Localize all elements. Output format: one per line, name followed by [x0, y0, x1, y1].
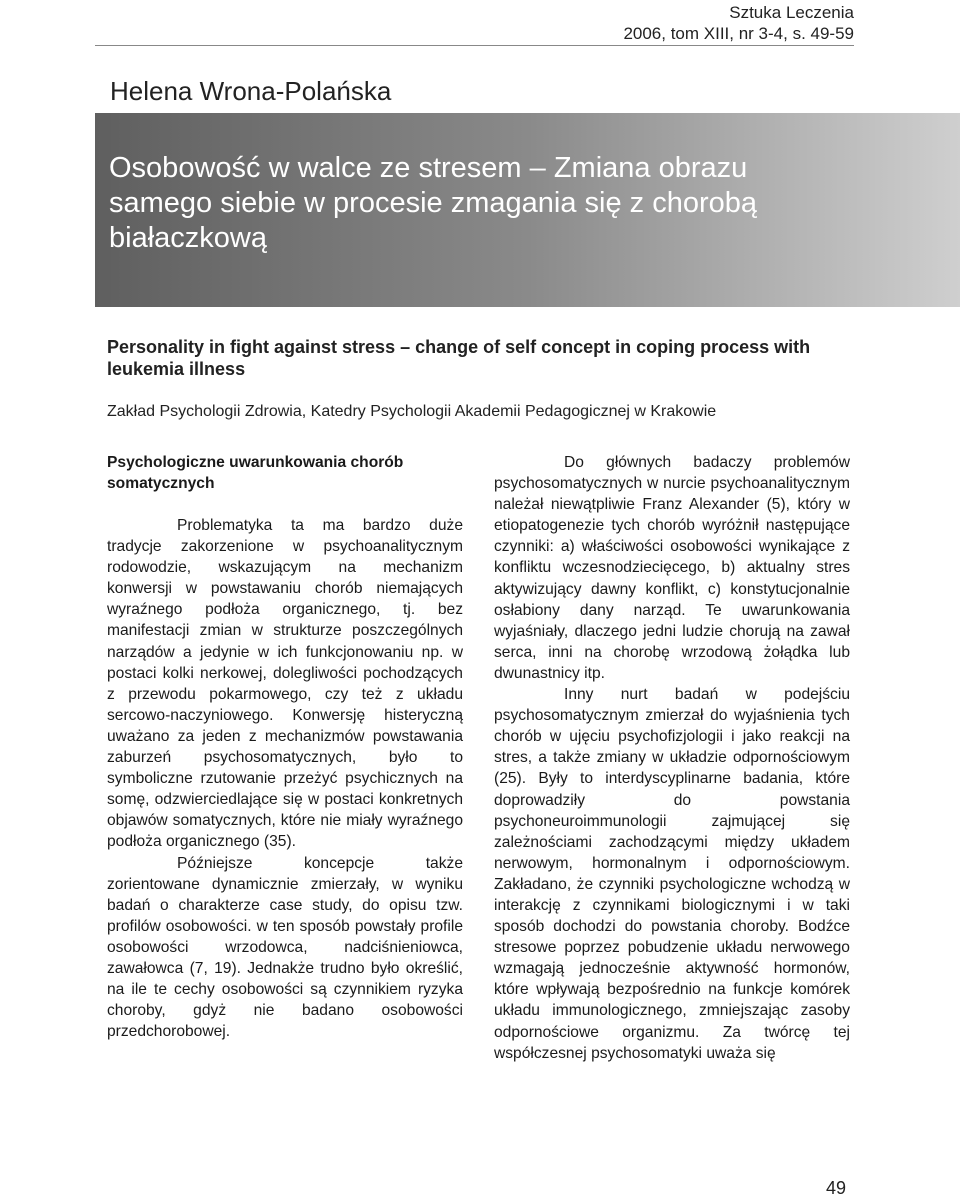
author-name: Helena Wrona-Polańska	[110, 76, 392, 106]
paragraph: Problematyka ta ma bardzo duże tradycje zakorzenione w psychoanalitycznym rodowodzie, wskazującym na mechanizm konwersji w powstawaniu chorób niemających wyraźnego podłoża organicznego, tj. bez manifestacji zmian w strukturze poszczególnych narządów a jedynie w ich funkcjonowaniu np. w postaci kolki nerkowej, dolegliwości pochodzących z przewodu pokarmowego, czy też z układu sercowo-naczyniowego. Konwersję histeryczną uważano za jeden z mechanizmów powstawania zaburzeń psychosomatycznych, było to symboliczne rzutowanie przeżyć psychicznych na somę, odzwierciedlające się w postaci konkretnych objawów somatycznych, które nie miały wyraźnego podłoża organicznego (35).	[107, 517, 463, 851]
page-number: 49	[826, 1178, 847, 1198]
paragraph: Późniejsze koncepcje także zorientowane dynamicznie zmierzały, w wyniku badań o charakterze case study, do opisu tzw. profilów osobowości. w ten sposób powstały profile osobowości wrzodowca, nadciśnieniowca, zawałowca (7, 19). Jednakże trudno było określić, na ile te cechy osobowości są czynnikiem ryzyka choroby, gdyż nie badano osobowości przedchorobowej.	[107, 854, 463, 1041]
english-title: Personality in fight against stress – change of self concept in coping process with leukemia illness	[107, 337, 811, 379]
left-column	[107, 452, 463, 1042]
title-banner	[95, 113, 960, 307]
affiliation: Zakład Psychologii Zdrowia, Katedry Psychologii Akademii Pedagogicznej w Krakowie	[107, 403, 717, 420]
paragraph: Do głównych badaczy problemów psychosomatycznych w nurcie psychoanalitycznym należał niewątpliwie Franz Alexander (5), który w etiopatogenezie tych chorób wyróżnił następujące czynniki: a) właściwości osobowości wynikające z konfliktu wczesnodziecięcego, b) aktualny stres aktywizujący dawny konflikt, c) konstytucjonalnie osłabiony dany narząd. Te uwarunkowania wyjaśniały, dlaczego jedni ludzie chorują na zawał serca, inni na chorobę wrzodową żołądka lub dwunastnicy itp.	[494, 454, 850, 682]
paragraph: Inny nurt badań w podejściu psychosomatycznym zmierzał do wyjaśnienia tych chorób w ujęciu psychofizjologii i jako reakcji na stres, a także zmiany w układzie odpornościowym (25). Były to interdyscyplinarne badania, które doprowadziły do powstania psychoneuroimmunologii zajmującej się zależnościami zachodzącymi między układem nerwowym, hormonalnym i odpornościowym. Zakładano, że czynniki psychologiczne wchodzą w interakcję z czynnikami biologicznymi i w taki sposób dochodzi do powstania choroby. Bodźce stresowe poprzez pobudzenie układu nerwowego wzmagają jednocześnie aktywność hormonów, które wpływają bezpośrednio na funkcje komórek układu immunologicznego, zmniejszając zasoby odpornościowe organizmu. Za twórcę tej współczesnej psychosomatyki uważa się	[494, 686, 850, 1062]
section-heading: Psychologiczne uwarunkowania chorób somatycznych	[107, 454, 404, 492]
article-title: Osobowość w walce ze stresem – Zmiana obrazu samego siebie w procesie zmagania się z chorobą białaczkową	[109, 152, 758, 254]
journal-name: Sztuka Leczenia	[729, 3, 854, 22]
journal-volume: 2006, tom XIII, nr 3-4, s. 49-59	[623, 24, 854, 43]
journal-citation	[623, 2, 854, 44]
right-column	[494, 452, 850, 1064]
header-rule	[95, 45, 854, 46]
